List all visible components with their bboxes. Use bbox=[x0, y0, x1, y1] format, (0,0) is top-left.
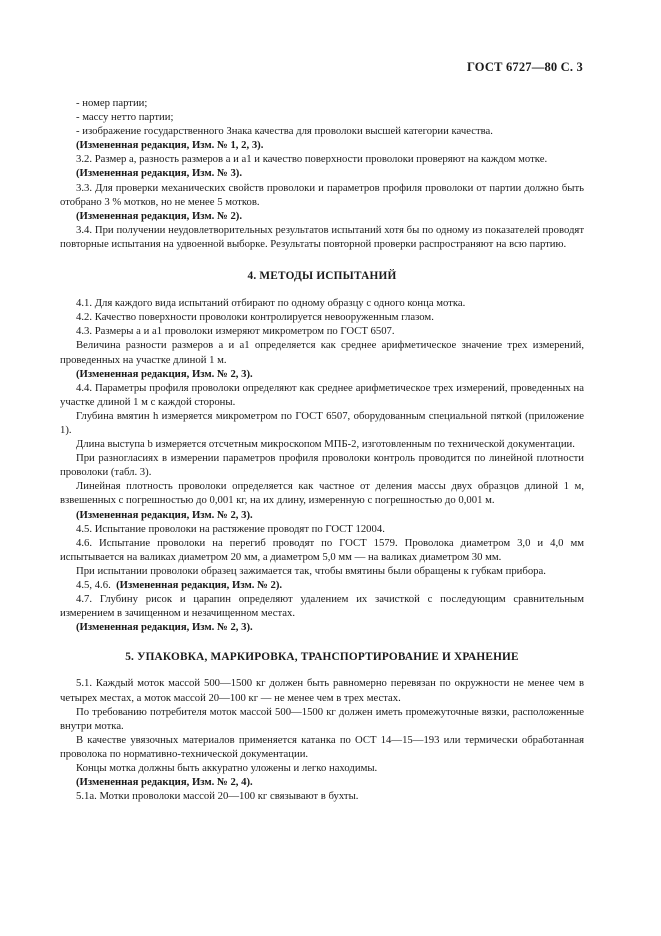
paragraph-4-5: 4.5. Испытание проволоки на растяжение проводят по ГОСТ 12004. bbox=[76, 522, 385, 535]
paragraph-5-1-coil-ends: Концы мотка должны быть аккуратно уложены и легко находимы. bbox=[76, 762, 378, 775]
bullet-batch-number: - номер партии; bbox=[76, 97, 148, 109]
paragraph-4-4-linear-density: Линейная плотность проволоки определяется как частное от деления массы двух образцов длиной 1 м, взвешенных с погрешностью до 0,001 кг, на их длину, измеренную с погрешностью до 0,001 м. bbox=[60, 480, 584, 507]
document-body bbox=[60, 96, 584, 803]
paragraph-5-1-tie-materials: В качестве увязочных материалов применяется катанка по ОСТ 14—15—193 или термически обработанная проволока по нормативно-технической документации. bbox=[60, 733, 584, 760]
amendment-ref: 4.5, 4.6. bbox=[76, 579, 111, 591]
paragraph-4-7: 4.7. Глубину рисок и царапин определяют удалением их зачисткой с последующим сравнительным измерением в зачищенном и незачищенном местах. bbox=[60, 593, 584, 620]
paragraph-3-4: 3.4. При получении неудовлетворительных результатов испытаний хотя бы по одному из показателей проводят повторные испытания на удвоенной выборке. Результаты повторной проверки распространяют на всю партию. bbox=[60, 223, 584, 250]
amendment-note: (Измененная редакция, Изм. № 2, 3). bbox=[76, 621, 253, 634]
amendment-note: (Измененная редакция, Изм. № 2). bbox=[76, 209, 243, 222]
paragraph-4-4: 4.4. Параметры профиля проволоки определяют как среднее арифметическое трех измерений, проведенных на участке длиной 1 м с каждой стороны. bbox=[60, 381, 584, 408]
paragraph-4-4-protrusion-length: Длина выступа b измеряется отсчетным микроскопом МПБ-2, изготовленным по технической документации. bbox=[76, 438, 575, 451]
paragraph-4-2: 4.2. Качество поверхности проволоки контролируется невооруженным глазом. bbox=[76, 311, 434, 324]
amendment-note: (Измененная редакция, Изм. № 2, 3). bbox=[76, 508, 253, 521]
paragraph-3-3: 3.3. Для проверки механических свойств проволоки и параметров профиля проволоки от партии должно быть отобрано 3 % мотков, но не менее 5 мотков. bbox=[60, 181, 584, 208]
section-heading-testing-methods: 4. МЕТОДЫ ИСПЫТАНИЙ bbox=[247, 270, 397, 283]
amendment-note: (Измененная редакция, Изм. № 2, 4). bbox=[76, 776, 253, 789]
paragraph-5-1a: 5.1а. Мотки проволоки массой 20—100 кг связывают в бухты. bbox=[76, 790, 359, 803]
paragraph-4-4-dent-depth: Глубина вмятин h измеряется микрометром по ГОСТ 6507, оборудованным специальной пяткой (приложение 1). bbox=[60, 409, 584, 436]
paragraph-4-3-difference: Величина разности размеров a и a1 определяется как среднее арифметическое значение трех измерений, проведенных на участке длиной 1 м. bbox=[60, 339, 584, 366]
bullet-quality-mark: - изображение государственного Знака качества для проволоки высшей категории качества. bbox=[76, 125, 493, 138]
paragraph-4-6: 4.6. Испытание проволоки на перегиб проводят по ГОСТ 1579. Проволока диаметром 3,0 и 4,0 мм испытывается на валиках диаметром 20 мм, а диаметром 5,0 мм — на валиках диаметром 30 мм. bbox=[60, 536, 584, 563]
paragraph-4-1: 4.1. Для каждого вида испытаний отбирают по одному образцу с одного конца мотка. bbox=[76, 297, 466, 310]
amendment-note: (Измененная редакция, Изм. № 3). bbox=[76, 167, 243, 180]
bullet-net-mass: - массу нетто партии; bbox=[76, 111, 174, 124]
page-header: ГОСТ 6727—80 С. 3 bbox=[466, 60, 583, 74]
paragraph-5-1-intermediate-ties: По требованию потребителя моток массой 500—1500 кг должен иметь промежуточные вязки, расположенные внутри мотка. bbox=[60, 705, 584, 732]
section-heading-packaging: 5. УПАКОВКА, МАРКИРОВКА, ТРАНСПОРТИРОВАНИЕ И ХРАНЕНИЕ bbox=[125, 651, 519, 664]
amendment-note-4-5-4-6 bbox=[60, 578, 584, 592]
paragraph-4-4-disagreement: При разногласиях в измерении параметров профиля проволоки контроль проводится по линейной плотности проволоки (табл. 3). bbox=[60, 452, 584, 479]
amendment-note: (Измененная редакция, Изм. № 1, 2, 3). bbox=[76, 139, 264, 152]
amendment-note: (Измененная редакция, Изм. № 2, 3). bbox=[76, 367, 253, 380]
amendment-note: (Измененная редакция, Изм. № 2). bbox=[116, 579, 283, 591]
paragraph-4-6-clamping: При испытании проволоки образец зажимается так, чтобы вмятины были обращены к губкам прибора. bbox=[76, 564, 546, 577]
paragraph-3-2: 3.2. Размер a, разность размеров a и a1 и качество поверхности проволоки проверяют на каждом мотке. bbox=[76, 153, 548, 166]
paragraph-5-1: 5.1. Каждый моток массой 500—1500 кг должен быть равномерно перевязан по окружности не менее чем в четырех местах, а моток массой 20—100 кг — не менее чем в трех местах. bbox=[60, 677, 584, 704]
paragraph-4-3: 4.3. Размеры a и a1 проволоки измеряют микрометром по ГОСТ 6507. bbox=[76, 325, 395, 338]
